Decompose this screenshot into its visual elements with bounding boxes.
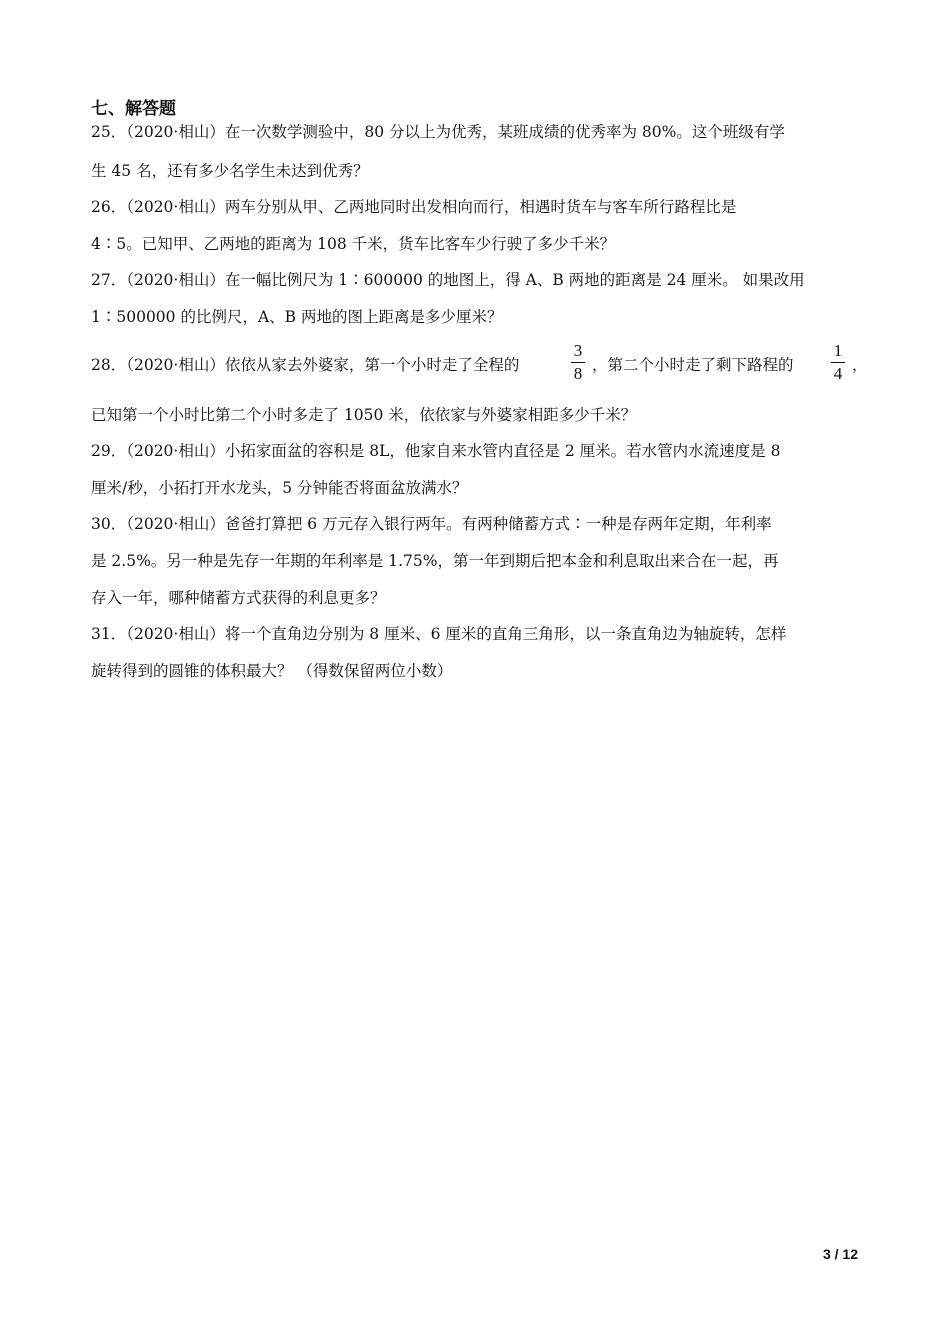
- section-title: 七、解答题: [91, 99, 176, 119]
- q29-line-2: 厘米/秒，小拓打开水龙头，5 分钟能否将面盆放满水？: [91, 479, 468, 497]
- q27-line-2: 1∶500000 的比例尺，A、B 两地的图上距离是多少厘米？: [91, 308, 503, 326]
- fraction-one-quarter: [830, 342, 846, 383]
- fraction-numerator: 3: [573, 341, 583, 360]
- q30-line-3: 存入一年，哪种储蓄方式获得的利息更多？: [91, 589, 386, 607]
- q28-line-1b: ，第二个小时走了剩下路程的: [592, 356, 794, 374]
- fraction-denominator: 4: [833, 364, 843, 383]
- q31-line-1: 31．（2020·相山）将一个直角边分别为 8 厘米、6 厘米的直角三角形，以一条直角边为轴旋转，怎样: [91, 625, 787, 643]
- q28-line-2: 已知第一个小时比第二个小时多走了 1050 米，依依家与外婆家相距多少千米？: [91, 406, 637, 424]
- q29-line-1: 29．（2020·相山）小拓家面盆的容积是 8L，他家自来水管内直径是 2 厘米。若水管内水流速度是 8: [91, 442, 781, 460]
- q25-line-1: 25．（2020·相山）在一次数学测验中，80 分以上为优秀，某班成绩的优秀率为 80%。这个班级有学: [91, 123, 785, 141]
- q30-line-1: 30．（2020·相山）爸爸打算把 6 万元存入银行两年。有两种储蓄方式∶一种是存两年定期，年利率: [91, 515, 772, 533]
- q26-line-2: 4∶5。已知甲、乙两地的距离为 108 千米，货车比客车少行驶了多少千米？: [91, 235, 616, 253]
- q25-line-2: 生 45 名，还有多少名学生未达到优秀？: [91, 162, 369, 180]
- fraction-denominator: 8: [573, 364, 583, 383]
- fraction-bar: [831, 362, 845, 363]
- page-number: 3 / 12: [822, 1246, 858, 1262]
- q30-line-2: 是 2.5%。另一种是先存一年期的年利率是 1.75%，第一年到期后把本金和利息取出来合在一起，再: [91, 552, 779, 570]
- q31-line-2: 旋转得到的圆锥的体积最大？ （得数保留两位小数）: [91, 662, 453, 680]
- q27-line-1: 27．（2020·相山）在一幅比例尺为 1∶600000 的地图上，得 A、B 两地的距离是 24 厘米。 如果改用: [91, 271, 805, 289]
- fraction-three-eighths: [570, 342, 586, 383]
- q28-line-1a: 28．（2020·相山）依依从家去外婆家，第一个小时走了全程的: [91, 356, 520, 374]
- fraction-bar: [571, 362, 585, 363]
- q26-line-1: 26．（2020·相山）两车分别从甲、乙两地同时出发相向而行，相遇时货车与客车所行路程比是: [91, 198, 737, 216]
- q28-line-1c: ，: [852, 356, 868, 374]
- fraction-numerator: 1: [833, 341, 843, 360]
